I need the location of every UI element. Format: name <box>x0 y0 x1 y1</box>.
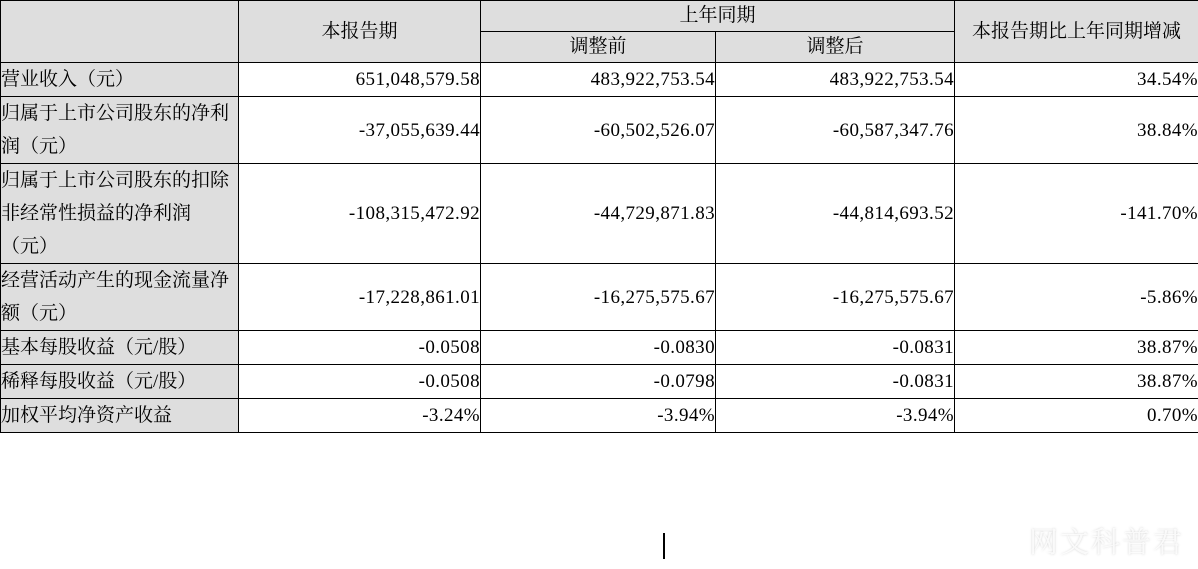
cell-prior-after: -0.0831 <box>716 331 955 365</box>
cell-prior-before: -0.0830 <box>481 331 716 365</box>
row-label: 归属于上市公司股东的净利润（元） <box>1 97 239 164</box>
cell-change: 34.54% <box>955 63 1198 97</box>
cell-prior-before: 483,922,753.54 <box>481 63 716 97</box>
table-row <box>1 63 1198 97</box>
table-row <box>1 164 1198 264</box>
table-row <box>1 264 1198 331</box>
cell-prior-before: -44,729,871.83 <box>481 164 716 264</box>
row-label: 归属于上市公司股东的扣除非经常性损益的净利润（元） <box>1 164 239 264</box>
row-label: 营业收入（元） <box>1 63 239 97</box>
header-corner <box>1 1 239 63</box>
cell-current: -17,228,861.01 <box>239 264 481 331</box>
table-header-row-1 <box>1 1 1198 32</box>
row-label: 经营活动产生的现金流量净额（元） <box>1 264 239 331</box>
cell-current: -0.0508 <box>239 365 481 399</box>
cell-prior-before: -16,275,575.67 <box>481 264 716 331</box>
header-change: 本报告期比上年同期增减 <box>955 1 1198 63</box>
cell-prior-before: -3.94% <box>481 399 716 433</box>
watermark: 网文科普君 <box>1028 527 1184 559</box>
cell-current: -0.0508 <box>239 331 481 365</box>
cell-current: -108,315,472.92 <box>239 164 481 264</box>
cell-change: 38.84% <box>955 97 1198 164</box>
cell-prior-after: 483,922,753.54 <box>716 63 955 97</box>
table-row <box>1 97 1198 164</box>
cell-prior-after: -16,275,575.67 <box>716 264 955 331</box>
table-row <box>1 365 1198 399</box>
cell-prior-before: -0.0798 <box>481 365 716 399</box>
cell-change: 0.70% <box>955 399 1198 433</box>
header-before-adjust: 调整前 <box>481 32 716 63</box>
row-label: 基本每股收益（元/股） <box>1 331 239 365</box>
cell-prior-after: -0.0831 <box>716 365 955 399</box>
row-label: 稀释每股收益（元/股） <box>1 365 239 399</box>
header-after-adjust: 调整后 <box>716 32 955 63</box>
header-prior-period: 上年同期 <box>481 1 955 32</box>
cell-prior-after: -3.94% <box>716 399 955 433</box>
cell-prior-before: -60,502,526.07 <box>481 97 716 164</box>
row-label: 加权平均净资产收益 <box>1 399 239 433</box>
cell-change: 38.87% <box>955 365 1198 399</box>
cell-change: 38.87% <box>955 331 1198 365</box>
cell-change: -141.70% <box>955 164 1198 264</box>
header-current-period: 本报告期 <box>239 1 481 63</box>
cell-prior-after: -44,814,693.52 <box>716 164 955 264</box>
text-cursor <box>663 533 665 559</box>
cell-current: -3.24% <box>239 399 481 433</box>
table-row <box>1 331 1198 365</box>
cell-prior-after: -60,587,347.76 <box>716 97 955 164</box>
cell-current: -37,055,639.44 <box>239 97 481 164</box>
table-row <box>1 399 1198 433</box>
cell-change: -5.86% <box>955 264 1198 331</box>
cell-current: 651,048,579.58 <box>239 63 481 97</box>
